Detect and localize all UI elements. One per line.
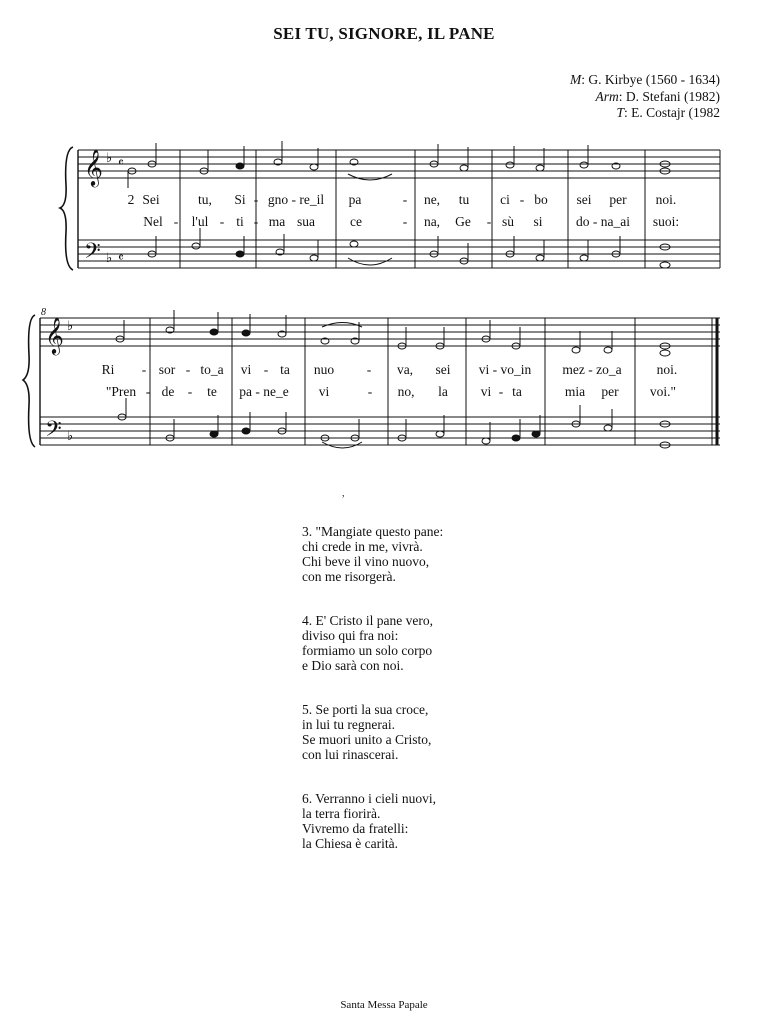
lyric: na, — [423, 214, 441, 229]
lyric: de — [161, 384, 175, 399]
lyric: tu, — [198, 192, 212, 207]
stanzas — [302, 524, 443, 880]
lyric: - — [185, 362, 191, 377]
music-score — [0, 0, 768, 480]
lyric: vi - vo_in — [478, 362, 532, 377]
lyric: sei — [576, 192, 592, 207]
stanza-number: 2 — [127, 192, 135, 207]
lyric: ta — [280, 362, 290, 377]
lyric: voi." — [649, 384, 677, 399]
lyric: per — [601, 384, 619, 399]
lyric: ce — [350, 214, 362, 229]
lyric: - — [145, 384, 151, 399]
svg-text:𝄴: 𝄴 — [118, 251, 124, 266]
lyric: bo — [534, 192, 548, 207]
stanza-5: 5. Se porti la sua croce, in lui tu regnerai. Se muori unito a Cristo, con lui rinascerai. — [302, 702, 432, 762]
lyric: Si — [234, 192, 246, 207]
staff-treble-1 — [78, 150, 720, 178]
footer: Santa Messa Papale — [340, 999, 428, 1011]
lyric: - — [141, 362, 147, 377]
lyric: ta — [512, 384, 522, 399]
lyric: - — [366, 362, 372, 377]
lyric: nuo — [313, 362, 335, 377]
bass-clef-icon: 𝄢 — [84, 239, 101, 269]
lyric: te — [207, 384, 217, 399]
lyric: sor — [158, 362, 176, 377]
lyric: ne, — [423, 192, 441, 207]
lyric: Sei — [142, 192, 160, 207]
lyric: noi. — [656, 362, 678, 377]
credit-music: M: G. Kirbye (1560 - 1634) — [570, 72, 720, 87]
measure-number: 8 — [41, 307, 46, 318]
lyric: "Pren — [105, 384, 137, 399]
credit-text: T: E. Costajr (1982 — [616, 105, 720, 120]
lyric: vi — [480, 384, 492, 399]
lyric: - — [173, 214, 179, 229]
lyric: va, — [396, 362, 414, 377]
lyric: - — [367, 384, 373, 399]
stanza-6: 6. Verranno i cieli nuovi, la terra fiorirà. Vivremo da fratelli: la Chiesa è carità. — [302, 791, 436, 851]
lyric: to_a — [200, 362, 224, 377]
lyric: ci — [500, 192, 510, 207]
lyric: - — [253, 214, 259, 229]
lyric: pa — [348, 192, 362, 207]
svg-text:𝄴: 𝄴 — [118, 156, 124, 171]
page-title: SEI TU, SIGNORE, IL PANE — [273, 24, 495, 43]
svg-text:♭: ♭ — [67, 319, 74, 334]
lyric: Nel — [143, 214, 163, 229]
lyric: - — [187, 384, 193, 399]
lyric: mia — [564, 384, 586, 399]
svg-text:♭: ♭ — [67, 429, 74, 444]
lyric: no, — [397, 384, 415, 399]
lyric: la — [438, 384, 448, 399]
lyric: sua — [297, 214, 315, 229]
lyric: suoi: — [652, 214, 680, 229]
lyric: Ge — [455, 214, 471, 229]
lyric: - — [402, 214, 408, 229]
lyric: noi. — [655, 192, 677, 207]
lyric: Ri — [101, 362, 115, 377]
lyric: vi — [318, 384, 330, 399]
staff-bass-2 — [40, 417, 720, 445]
lyric: pa - ne_e — [239, 384, 289, 399]
treble-clef-icon: 𝄞 — [84, 148, 103, 186]
lyric: gno - re_il — [267, 192, 325, 207]
staff-bass-1 — [78, 240, 720, 268]
lyric: sei — [435, 362, 451, 377]
lyric: - — [253, 192, 259, 207]
lyric: l'ul — [191, 214, 209, 229]
lyric: do - na_ai — [576, 214, 630, 229]
svg-text:♭: ♭ — [106, 151, 113, 166]
lyric: vi — [240, 362, 252, 377]
lyric: - — [498, 384, 504, 399]
treble-clef-icon: 𝄞 — [45, 316, 64, 354]
lyric: ma — [268, 214, 286, 229]
lyric: - — [219, 214, 225, 229]
lyric: per — [609, 192, 627, 207]
stanza-3: 3. "Mangiate questo pane: chi crede in me, vivrà. Chi beve il vino nuovo, con me risorgerà. — [302, 524, 444, 584]
staff-treble-2 — [40, 318, 720, 346]
lyric: ti — [236, 214, 244, 229]
bass-clef-icon: 𝄢 — [45, 417, 62, 447]
stray-mark: , — [342, 488, 345, 499]
lyric: mez - zo_a — [562, 362, 622, 377]
lyric: - — [486, 214, 492, 229]
stanza-4: 4. E' Cristo il pane vero, diviso qui fra noi: formiamo un solo corpo e Dio sarà con noi. — [302, 613, 434, 673]
svg-text:♭: ♭ — [106, 251, 113, 266]
credit-arrangement: Arm: D. Stefani (1982) — [595, 88, 720, 104]
lyric: sù — [501, 214, 515, 229]
lyric: - — [263, 362, 269, 377]
lyric: tu — [458, 192, 470, 207]
lyric: si — [533, 214, 543, 229]
lyric: - — [402, 192, 408, 207]
lyric: - — [519, 192, 525, 207]
